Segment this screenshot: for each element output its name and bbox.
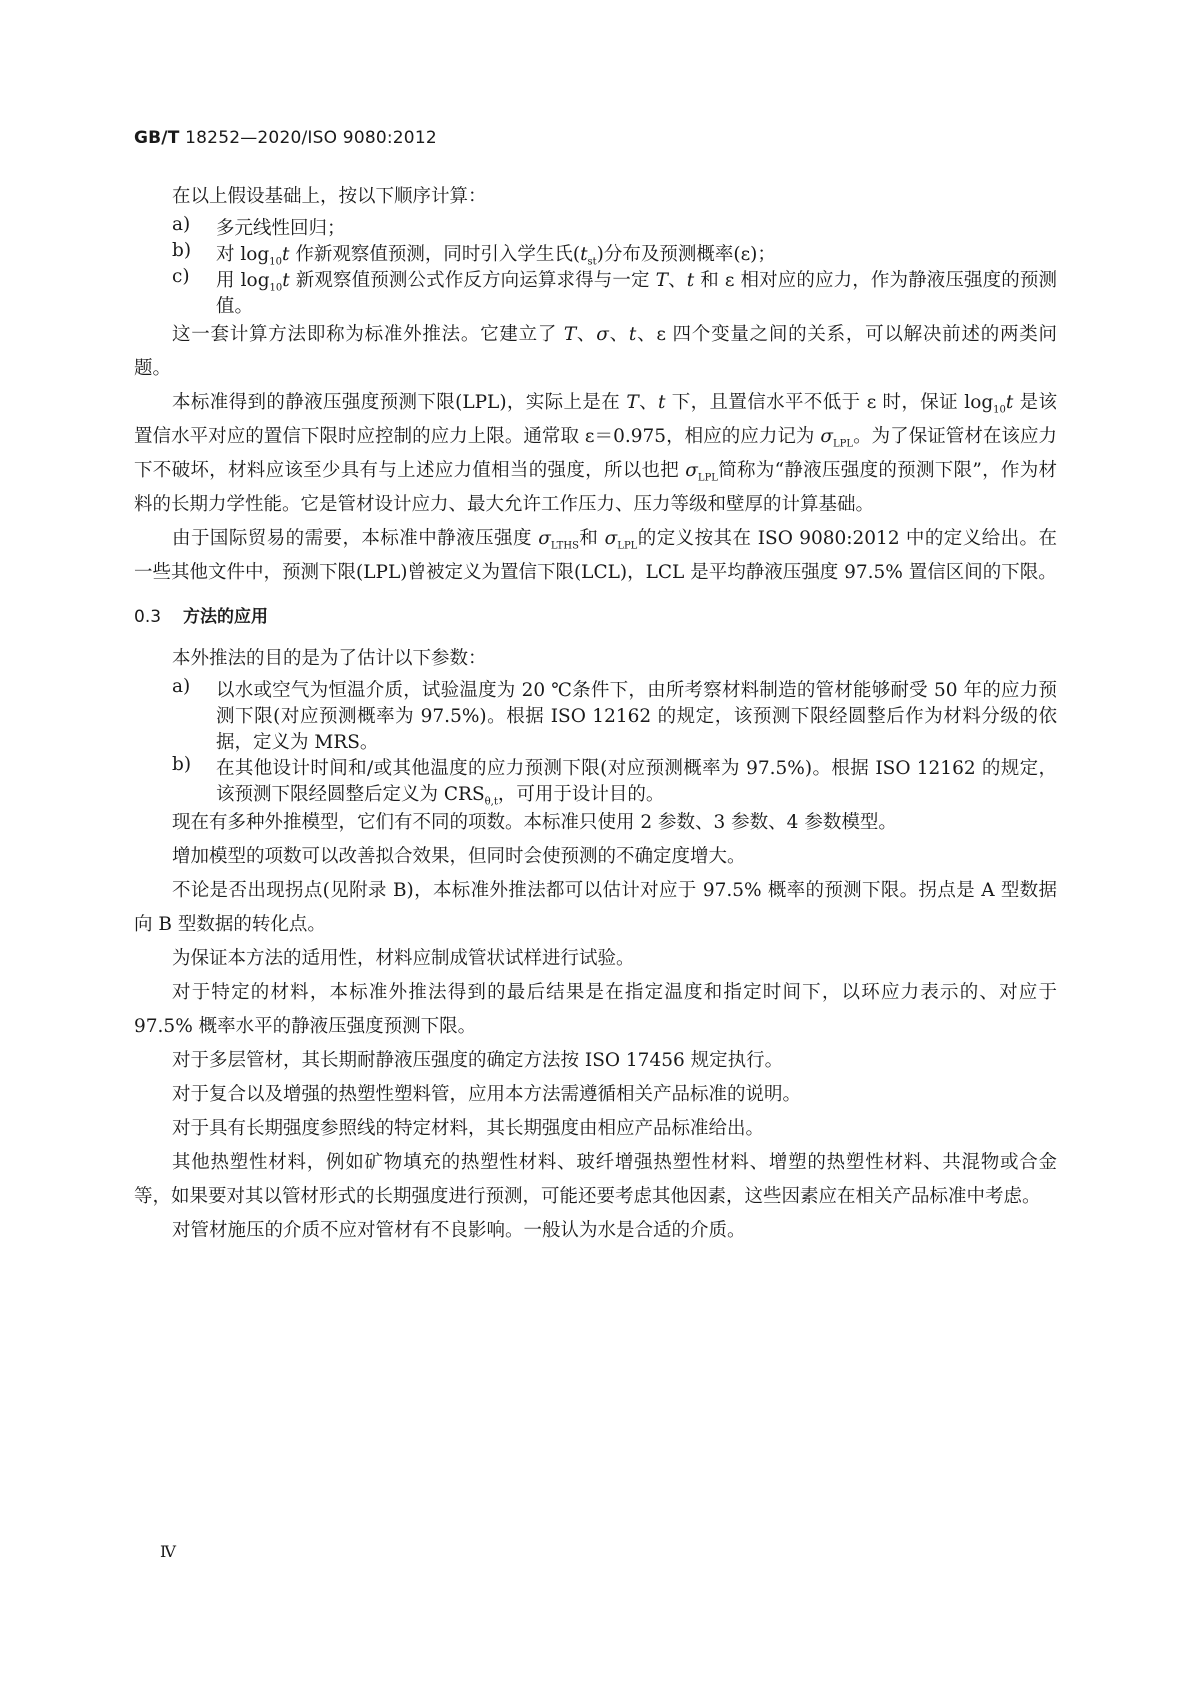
list-label: b): [172, 754, 192, 775]
list-text: 用 $\log_{10}t$ 新观察值预测公式作反方向运算求得与一定 T、t 和 ε 相对应的应力，作为静液压强度的预测值。: [216, 270, 1058, 317]
list-label: b): [172, 240, 192, 261]
body-paragraph: 其他热塑性材料，例如矿物填充的热塑性材料、玻纤增强热塑性材料、增塑的热塑性材料、共混物或合金等，如果要对其以管材形式的长期强度进行预测，可能还要考虑其他因素，这些因素应在相关产品标准中考虑。: [134, 1152, 1057, 1207]
section-title: 方法的应用: [183, 607, 269, 627]
body-paragraph: 对于多层管材，其长期耐静液压强度的确定方法按 ISO 17456 规定执行。: [172, 1050, 784, 1071]
list-item: [134, 240, 1057, 266]
body-paragraph: 现在有多种外推模型，它们有不同的项数。本标准只使用 2 参数、3 参数、4 参数模型。: [172, 812, 897, 833]
standard-number: 18252—2020/ISO 9080:2012: [185, 128, 437, 148]
page-number: Ⅳ: [160, 1542, 176, 1561]
body-paragraph: 对于复合以及增强的热塑性塑料管，应用本方法需遵循相关产品标准的说明。: [172, 1084, 802, 1105]
body-paragraph: 对于具有长期强度参照线的特定材料，其长期强度由相应产品标准给出。: [172, 1118, 765, 1139]
body-paragraph: 对管材施压的介质不应对管材有不良影响。一般认为水是合适的介质。: [172, 1220, 746, 1241]
trade-paragraph: 由于国际贸易的需要，本标准中静液压强度 $\sigma_{LTHS}$和 $\sigma_{LPL}$的定义按其在 ISO 9080:2012 中的定义给出。在一些其他文件中，预测下限(LPL)曾被定义为置信下限(LCL)，LCL 是平均静液压强度 97.5% 置信区间的下限。: [134, 528, 1058, 583]
list-text: 在其他设计时间和/或其他温度的应力预测下限(对应预测概率为 97.5%)。根据 ISO 12162 的规定，该预测下限经圆整后定义为 $CRS_{\theta,t}$，可用于设计目的。: [216, 758, 1057, 808]
method-paragraph: 这一套计算方法即称为标准外推法。它建立了 T、σ、t、ε 四个变量之间的关系，可以解决前述的两类问题。: [134, 324, 1057, 379]
body-paragraph: 增加模型的项数可以改善拟合效果，但同时会使预测的不确定度增大。: [172, 846, 746, 867]
list-text: 对 $\log_{10}t$ 作新观察值预测，同时引入学生氏$(t_{st})$分布及预测概率(ε)；: [216, 244, 776, 268]
list-text: 以水或空气为恒温介质，试验温度为 20 ℃条件下，由所考察材料制造的管材能够耐受 50 年的应力预测下限(对应预测概率为 97.5%)。根据 ISO 12162 的规定，该预测下限经圆整后作为材料分级的依据，定义为 MRS。: [216, 680, 1057, 753]
list-item: [134, 754, 1057, 806]
application-intro: 本外推法的目的是为了估计以下参数：: [172, 648, 487, 669]
list-text: 多元线性回归；: [216, 218, 346, 239]
body-paragraph: 不论是否出现拐点(见附录 B)，本标准外推法都可以估计对应于 97.5% 概率的预测下限。拐点是 A 型数据向 B 型数据的转化点。: [134, 880, 1057, 935]
list-item: [134, 214, 1057, 240]
list-item: [134, 676, 1057, 754]
section-number: 0.3: [134, 607, 162, 627]
lpl-paragraph: 本标准得到的静液压强度预测下限(LPL)，实际上是在 T、t 下，且置信水平不低于 ε 时，保证 $\log_{10}t$ 是该置信水平对应的置信下限时应控制的应力上限。通常取 ε＝0.975，相应的应力记为 $\sigma_{LPL}$。为了保证管材在该应力下不破坏，材料应该至少具有与上述应力值相当的强度，所以也把 $\sigma_{LPL}$简称为“静液压强度的预测下限”，作为材料的长期力学性能。它是管材设计应力、最大允许工作压力、压力等级和壁厚的计算基础。: [134, 392, 1057, 515]
body-paragraph: 对于特定的材料，本标准外推法得到的最后结果是在指定温度和指定时间下，以环应力表示的、对应于 97.5% 概率水平的静液压强度预测下限。: [134, 982, 1057, 1037]
body-paragraph: 为保证本方法的适用性，材料应制成管状试样进行试验。: [172, 948, 635, 969]
document-header: [134, 128, 437, 148]
list-label: a): [172, 676, 191, 697]
list-label: a): [172, 214, 191, 235]
list-label: c): [172, 266, 190, 287]
page-content: [134, 180, 1057, 1248]
section-heading: [134, 600, 1057, 634]
list-item: [134, 266, 1057, 318]
standard-code: GB/T: [134, 128, 180, 148]
intro-line: 在以上假设基础上，按以下顺序计算：: [172, 186, 487, 207]
